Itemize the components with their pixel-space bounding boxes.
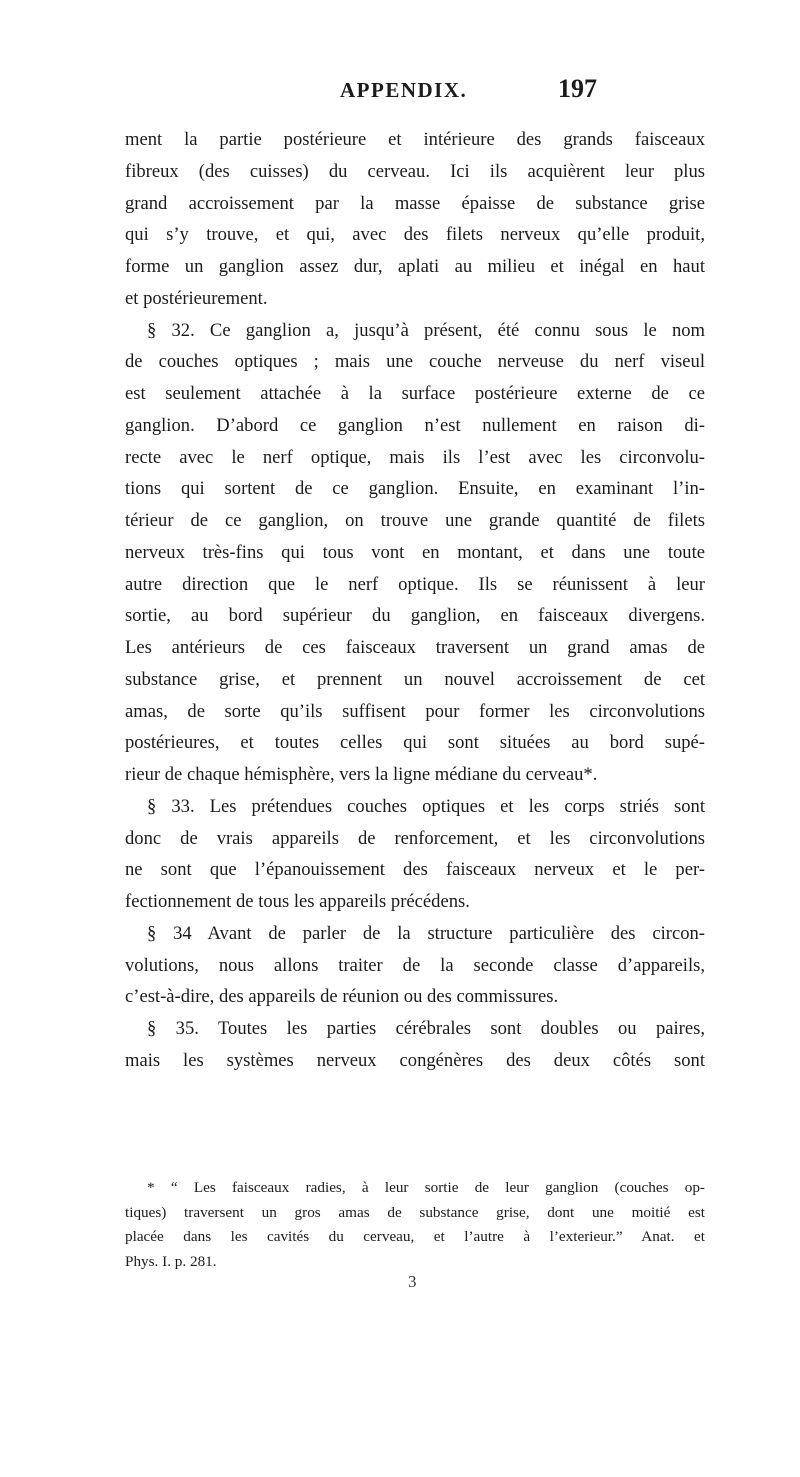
text-line: substance grise, et prennent un nouvel accroissement de cet <box>125 668 705 690</box>
footnote-block <box>125 1176 705 1274</box>
text-line: § 35. Toutes les parties cérébrales sont doubles ou paires, <box>147 1018 705 1039</box>
text-line: forme un ganglion assez dur, aplati au milieu et inégal en haut <box>125 256 705 277</box>
text-line: fectionnement de tous les appareils précédens. <box>125 891 470 912</box>
text-line: amas, de sorte qu’ils suffisent pour former les circonvolutions <box>125 700 705 722</box>
text-line: volutions, nous allons traiter de la seconde classe d’appareils, <box>125 954 705 976</box>
text-line: autre direction que le nerf optique. Ils se réunissent à leur <box>125 573 705 595</box>
text-line: tions qui sortent de ce ganglion. Ensuite, en examinant l’in- <box>125 478 705 500</box>
text-line: et postérieurement. <box>125 287 268 309</box>
footnote-line: tiques) traversent un gros amas de substance grise, dont une moitié est <box>125 1203 705 1221</box>
page-number: 197 <box>558 74 597 103</box>
page-header <box>0 76 800 106</box>
signature-mark: 3 <box>408 1272 417 1291</box>
text-line: nerveux très-fins qui tous vont en montant, et dans une toute <box>125 541 705 563</box>
text-line: qui s’y trouve, et qui, avec des filets nerveux qu’elle produit, <box>125 224 705 246</box>
running-title: APPENDIX. <box>340 78 468 102</box>
text-line: Les antérieurs de ces faisceaux traversent un grand amas de <box>125 637 705 658</box>
text-line: est seulement attachée à la surface postérieure externe de ce <box>125 383 705 404</box>
text-line: postérieures, et toutes celles qui sont situées au bord supé- <box>125 732 705 754</box>
text-line: grand accroissement par la masse épaisse de substance grise <box>125 192 705 214</box>
text-line: mais les systèmes nerveux congénères des deux côtés sont <box>125 1049 705 1071</box>
text-line: de couches optiques ; mais une couche nerveuse du nerf viseul <box>125 351 705 373</box>
text-line: sortie, au bord supérieur du ganglion, en faisceaux divergens. <box>125 605 705 627</box>
text-line: § 33. Les prétendues couches optiques et les corps striés sont <box>147 795 705 817</box>
text-line: térieur de ce ganglion, on trouve une grande quantité de filets <box>125 510 705 531</box>
text-line: recte avec le nerf optique, mais ils l’est avec les circonvolu- <box>125 446 705 468</box>
text-line: donc de vrais appareils de renforcement, et les circonvolutions <box>125 827 705 849</box>
footnote-line: placée dans les cavités du cerveau, et l’autre à l’exterieur.” Anat. et <box>125 1228 705 1246</box>
footnote-line: * “ Les faisceaux radies, à leur sortie de leur ganglion (couches op- <box>147 1179 705 1196</box>
text-line: § 32. Ce ganglion a, jusqu’à présent, été connu sous le nom <box>147 319 705 341</box>
text-line: ne sont que l’épanouissement des faisceaux nerveux et le per- <box>125 859 705 881</box>
text-line: ment la partie postérieure et intérieure des grands faisceaux <box>125 129 705 150</box>
text-line: c’est-à-dire, des appareils de réunion ou des commissures. <box>125 986 559 1008</box>
footnote-line: Phys. I. p. 281. <box>125 1252 217 1270</box>
text-line: rieur de chaque hémisphère, vers la ligne médiane du cerveau*. <box>125 764 598 785</box>
text-line: fibreux (des cuisses) du cerveau. Ici ils acquièrent leur plus <box>125 160 705 182</box>
text-line: ganglion. D’abord ce ganglion n’est nullement en raison di- <box>125 414 705 436</box>
body-text <box>125 124 705 1077</box>
text-line: § 34 Avant de parler de la structure particulière des circon- <box>147 922 705 944</box>
